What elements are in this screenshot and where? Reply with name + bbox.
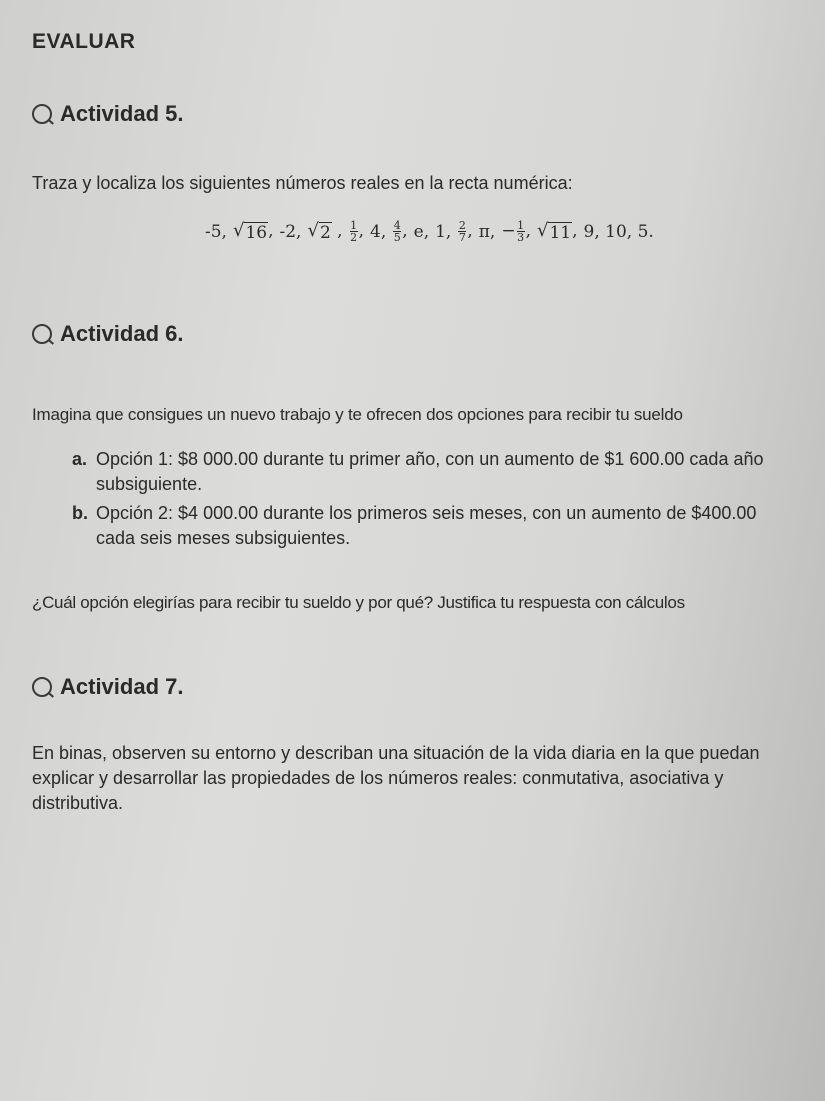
number-item: − $\frac{1}{3}$ ,: [501, 219, 531, 244]
option-item: [72, 447, 772, 497]
option-label: a.: [72, 449, 88, 469]
number-item: -2,: [279, 221, 302, 242]
number-item: √ 16 ,: [232, 220, 274, 243]
number-item: 9, 10, 5.: [583, 221, 654, 242]
option-item: [72, 501, 772, 551]
number-item: e,: [413, 221, 430, 242]
activity-5-instruction: Traza y localiza los siguientes números reales en la recta numérica:: [32, 173, 573, 193]
number-item: -5,: [205, 221, 227, 242]
activity-6-intro: Imagina que consigues un nuevo trabajo y te ofrecen dos opciones para recibir tu sueldo: [32, 405, 683, 424]
number-item: $\frac{1}{2}$ ,: [350, 219, 364, 244]
activity-5-label: Actividad 5.: [60, 101, 184, 126]
number-item: $\frac{4}{5}$ ,: [393, 219, 408, 244]
number-item: π,: [478, 221, 496, 242]
number-item: √ 2 ,: [307, 220, 343, 243]
activity-icon: [32, 677, 52, 697]
option-text: Opción 1: $8 000.00 durante tu primer año, con un aumento de $1 600.00 cada año subsiguiente.: [96, 449, 764, 494]
activity-7-title: [32, 674, 183, 700]
activity-icon: [32, 324, 52, 344]
activity-6-title: [32, 321, 183, 347]
activity-icon: [32, 104, 52, 124]
number-item: 4,: [370, 221, 387, 242]
number-item: $\frac{2}{7}$ ,: [458, 219, 473, 244]
activity-7-text: En binas, observen su entorno y describan una situación de la vida diaria en la que puedan explicar y desarrollar las propiedades de los números reales: conmutativa, asociativa y distributiva.: [32, 743, 760, 813]
number-item: √ 11 ,: [536, 220, 578, 243]
section-header: EVALUAR: [32, 30, 136, 53]
options-list: [72, 447, 772, 551]
activity-6-question: ¿Cuál opción elegirías para recibir tu sueldo y por qué? Justifica tu respuesta con cálculos: [32, 593, 685, 612]
option-text: Opción 2: $4 000.00 durante los primeros seis meses, con un aumento de $400.00 cada seis meses subsiguientes.: [96, 503, 757, 548]
activity-6-label: Actividad 6.: [60, 321, 184, 346]
activity-5-title: [32, 101, 183, 127]
number-list: [205, 220, 658, 243]
activity-7-label: Actividad 7.: [60, 674, 184, 699]
option-label: b.: [72, 503, 88, 523]
number-item: 1,: [435, 221, 452, 242]
